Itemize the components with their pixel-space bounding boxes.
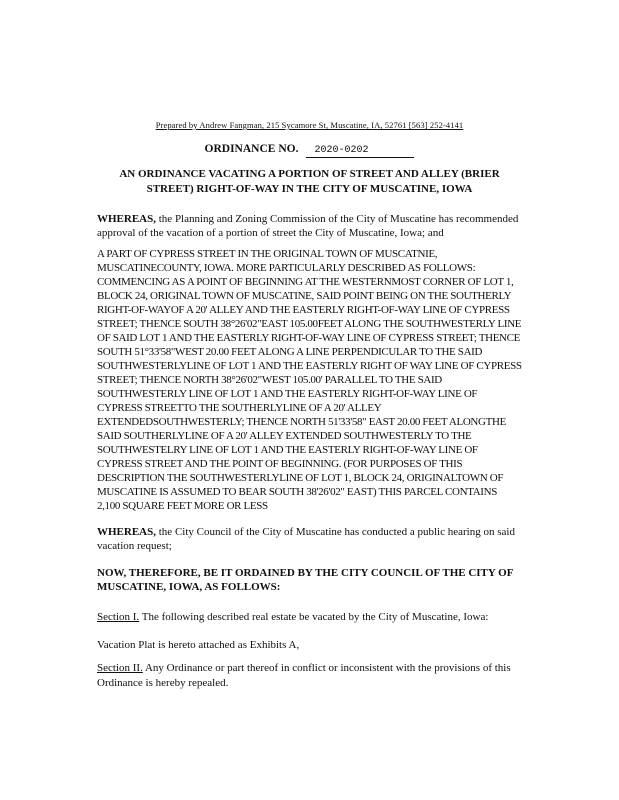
whereas-council-lead: WHEREAS, bbox=[97, 525, 156, 538]
section-2-label: Section II. bbox=[97, 662, 143, 675]
document-title-line-2: STREET) RIGHT-OF-WAY IN THE CITY OF MUSCATINE, IOWA bbox=[146, 182, 473, 195]
section-2-paragraph bbox=[97, 661, 522, 690]
prepared-by-line: Prepared by Andrew Fangman, 215 Sycamore St, Muscatine, IA, 52761 [563] 252-4141 bbox=[155, 120, 464, 130]
section-2-text: Any Ordinance or part thereof in conflict or inconsistent with the provisions of this Ordinance is hereby repealed. bbox=[97, 662, 511, 689]
document-title bbox=[97, 167, 522, 196]
ordinance-no-label: ORDINANCE NO. bbox=[204, 143, 299, 155]
document-title-line-1: AN ORDINANCE VACATING A PORTION OF STREET AND ALLEY (BRIER bbox=[119, 168, 500, 180]
ordinance-number-line bbox=[97, 139, 522, 157]
document-content bbox=[97, 120, 522, 702]
section-1-paragraph bbox=[97, 610, 522, 624]
whereas-council-paragraph bbox=[97, 525, 522, 554]
whereas-council-text: the City Council of the City of Muscatine has conducted a public hearing on said vacation request; bbox=[97, 525, 515, 553]
vacation-plat-note: Vacation Plat is hereto attached as Exhibits A, bbox=[97, 638, 300, 651]
section-1-text: The following described real estate be vacated by the City of Muscatine, Iowa: bbox=[139, 611, 489, 624]
section-1-label: Section I. bbox=[97, 611, 140, 624]
enactment-clause: NOW, THEREFORE, BE IT ORDAINED BY THE CITY COUNCIL OF THE CITY OF MUSCATINE, IOWA, AS FOLLOWS: bbox=[97, 566, 514, 594]
whereas-planning-text: the Planning and Zoning Commission of the City of Muscatine has recommended approval of the vacation of a portion of street the City of Muscatine, Iowa; and bbox=[97, 213, 519, 240]
legal-description-paragraph: A PART OF CYPRESS STREET IN THE ORIGINAL TOWN OF MUSCATNIE, MUSCATINECOUNTY, IOWA. MORE PARTICULARLY DESCRIBED AS FOLLOWS: COMMENCING AS A POINT OF BEGINNING AT THE WESTERNMOST CORNER OF LOT 1, BLOCK 24, ORIGINAL TOWN OF MUSCATINE, SAID POINT BEING ON THE SOUTHERLY RIGHT-OF-WAYOF A 20' ALLEY AND THE EASTERLY RIGHT-OF-WAY LINE OF CYPRESS STREET; THENCE SOUTH 38°26'02"EAST 105.00FEET ALONG THE SOUTHWESTERLY LINE OF SAID LOT 1 AND THE EASTERLY RIGHT-OF-WAY LINE OF CYPRESS STREET; THENCE SOUTH 51°33'58"WEST 20.00 FEET ALONG A LINE PERPENDICULAR TO THE SAID SOUTHWESTERLYLINE OF LOT 1 AND THE EASTERLY RIGHT OF WAY LINE OF CYPRESS STREET; THENCE NORTH 38°26'02"WEST 105.00' PARALLEL TO THE SAID SOUTHWESTERLY LINE OF LOT 1 AND THE EASTERLY RIGHT-OF-WAY LINE OF CYPRESS STREETTO THE SOUTHERLYLINE OF A 20' ALLEY EXTENDEDSOUTHWESTERLY; THENCE NORTH 51'33'58" EAST 20.00 FEET ALONGTHE SAID SOUTHERLYLINE OF A 20' ALLEY EXTENDED SOUTHWESTERLY TO THE SOUTHWESTELRY LINE OF LOT 1 AND THE EASTERLY RIGHT-OF-WAY LINE OF CYPRESS STREET AND THE POINT OF BEGINNING. (FOR PURPOSES OF THIS DESCRIPTION THE SOUTHWESTERLYLINE OF LOT 1, BLOCK 24, ORIGINALTOWN OF MUSCATINE IS ASSUMED TO BEAR SOUTH 38'26'02" EAST) THIS PARCEL CONTAINS 2,100 SQUARE FEET MORE OR LESS bbox=[97, 247, 522, 512]
whereas-planning-lead: WHEREAS, bbox=[97, 213, 156, 225]
ordinance-number: 2020-0202 bbox=[306, 145, 414, 158]
whereas-planning-paragraph bbox=[97, 212, 522, 241]
